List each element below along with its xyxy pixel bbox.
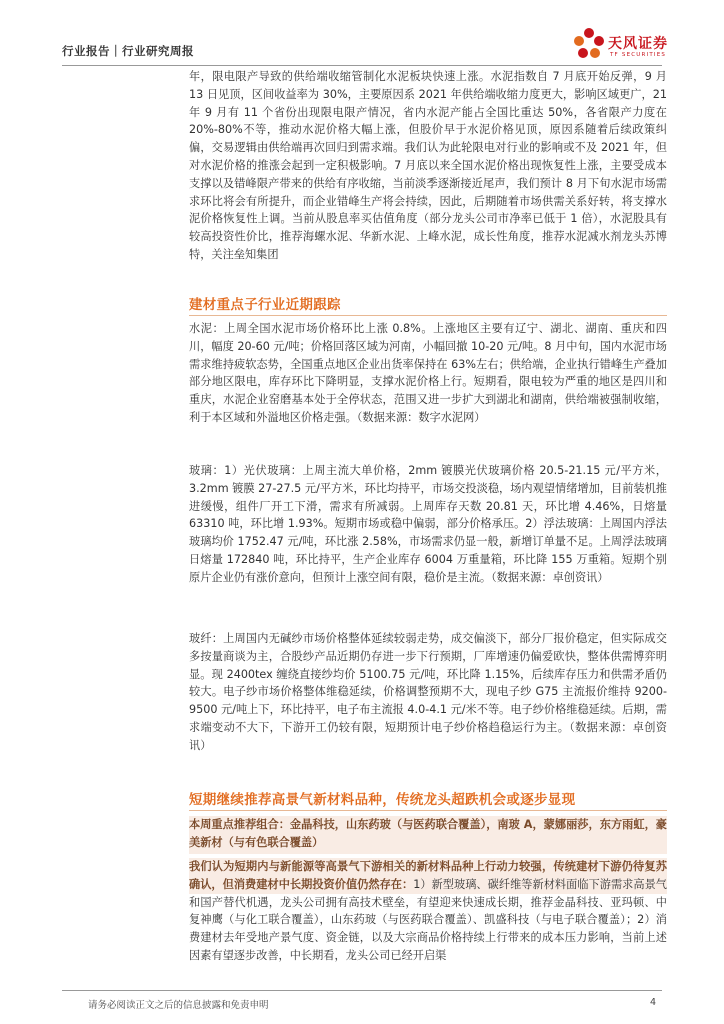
logo-flower-icon xyxy=(570,24,608,62)
section-divider xyxy=(189,315,667,316)
header-divider xyxy=(62,65,662,66)
tf-securities-logo xyxy=(570,24,680,64)
section-title-recommendation: 短期继续推荐高景气新材料品种，传统龙头超跌机会或逐步显现 xyxy=(189,792,576,808)
view-paragraph xyxy=(189,858,667,965)
section-title-tracking: 建材重点子行业近期跟踪 xyxy=(189,297,341,313)
cement-paragraph: 水泥：上周全国水泥市场价格环比上涨 0.8%。上涨地区主要有辽宁、湖北、湖南、重庆和四川，幅度 20-60 元/吨；价格回落区域为河南，小幅回撤 10-20 元/吨。8 月中旬，国内水泥市场需求维持疲软态势，全国重点地区企业出货率保持在 63%左右；供给端，企业执行错峰生产叠加部分地区限电，库存环比下降明显，支撑水泥价格上行。短期看，限电较为严重的地区是四川和重庆，水泥企业窑磨基本处于全停状态，范围又进一步扩大到湖北和湖南，供给端被强制收缩，利于本区域和外溢地区价格走强。（数据来源：数字水泥网） xyxy=(189,322,667,424)
report-type-label: 行业报告｜行业研究周报 xyxy=(62,44,194,58)
footer-divider xyxy=(62,990,662,991)
footer-disclaimer: 请务必阅读正文之后的信息披露和免责申明 xyxy=(88,1000,269,1011)
view-lead-text: 我们认为短期内与新能源等高景气下游相关的新材料品种上行动力较强，传统建材下游仍待复苏确认，但消费建材中长期投资价值仍然存在： xyxy=(189,860,667,891)
page-number: 4 xyxy=(650,997,657,1008)
view-body-text: 1）新型玻璃、碳纤维等新材料面临下游需求高景气和国产替代机遇，龙头公司拥有高技术壁垒，有望迎来快速成长期，推荐金晶科技、亚玛顿、中复神鹰（与化工联合覆盖），山东药玻（与医药联合覆盖）、凯盛科技（与电子联合覆盖）；2）消费建材去年受地产景气度、资金链，以及大宗商品价格持续上行带来的成本压力影响，当前上述因素有望逐步改善，中长期看，龙头公司已经开启渠 xyxy=(189,877,667,962)
logo-name: 天风证券 xyxy=(608,36,668,52)
glass-paragraph: 玻璃：1）光伏玻璃：上周主流大单价格，2mm 镀膜光伏玻璃价格 20.5-21.15 元/平方米，3.2mm 镀膜 27-27.5 元/平方米，环比均持平，市场交投淡稳，场内观望情绪增加，目前装机推进缓慢，组件厂开工下滑，需求有所减弱。上周库存天数 20.81 天，环比增 4.46%，日熔量 63310 吨，环比增 1.93%。短期市场或稳中偏弱，部分价格承压。2）浮法玻璃：上周国内浮法玻璃均价 1752.47 元/吨，环比涨 2.58%，市场需求仍显一般，新增订单量不足。上周浮法玻璃日熔量 172840 吨，环比持平，生产企业库存 6004 万重量箱，环比降 155 万重箱。短期个别原片企业仍有涨价意向，但预计上涨空间有限，稳价是主流。（数据来源：卓创资讯） xyxy=(189,464,667,584)
section-divider xyxy=(189,810,667,811)
fiberglass-paragraph: 玻纤：上周国内无碱纱市场价格整体延续较弱走势，成交偏淡下，部分厂报价稳定，但实际成交多按量商谈为主，合股纱产品近期仍存进一步下行预期，厂库增速仍偏爱欧快，整体供需博弈明显。现 2400tex 缠绕直接纱均价 5100.75 元/吨，环比降 1.15%，后续库存压力和供需矛盾仍较大。电子纱市场价格整体维稳延续，价格调整预期不大，现电子纱 G75 主流报价维持 9200-9500 元/吨上下，环比持平，电子布主流报 4.0-4.1 元/米不等。电子纱价格维稳延续。后期，需求端变动不大下，下游开工仍较有限，短期预计电子纱价格趋稳运行为主。（数据来源：卓创资讯） xyxy=(189,632,667,752)
intro-paragraph: 年，限电限产导致的供给端收缩管制化水泥板块快速上涨。水泥指数自 7 月底开始反弹，9 月 13 日见顶，区间收益率为 30%，主要原因系 2021 年供给端收缩力度更大，影响区域更广，21 年 9 月有 11 个省份出现限电限产情况，省内水泥产能占全国比重达 50%，各省限产力度在 20%-80%不等，推动水泥价格大幅上涨，但股价早于水泥价格见顶，原因系随着后续政策纠偏，交易逻辑由供给端再次回归到需求端。我们认为此轮限电对行业的影响或不及 2021 年，但对水泥价格的推涨会起到一定积极影响。7 月底以来全国水泥价格出现恢复性上涨，主要受成本支撑以及错峰限产带来的供给有序收缩，当前淡季逐渐接近尾声，我们预计 8 月下旬水泥市场需求环比将会有所提升，而企业错峰生产将会持续，因此，后期随着市场供需关系好转，将支撑水泥价格恢复性上调。当前从股息率买估值角度（部分龙头公司市净率已低于 1 倍），水泥股具有较高投资性价比，推荐海螺水泥、华新水泥、上峰水泥，成长性角度，推荐水泥减水剂龙头苏博特，关注垒知集团 xyxy=(189,70,667,261)
logo-subtitle: TF SECURITIES xyxy=(610,52,667,58)
portfolio-paragraph: 本周重点推荐组合：金晶科技，山东药玻（与医药联合覆盖），南玻 A，蒙娜丽莎，东方雨虹，豪美新材（与有色联合覆盖） xyxy=(189,818,667,849)
